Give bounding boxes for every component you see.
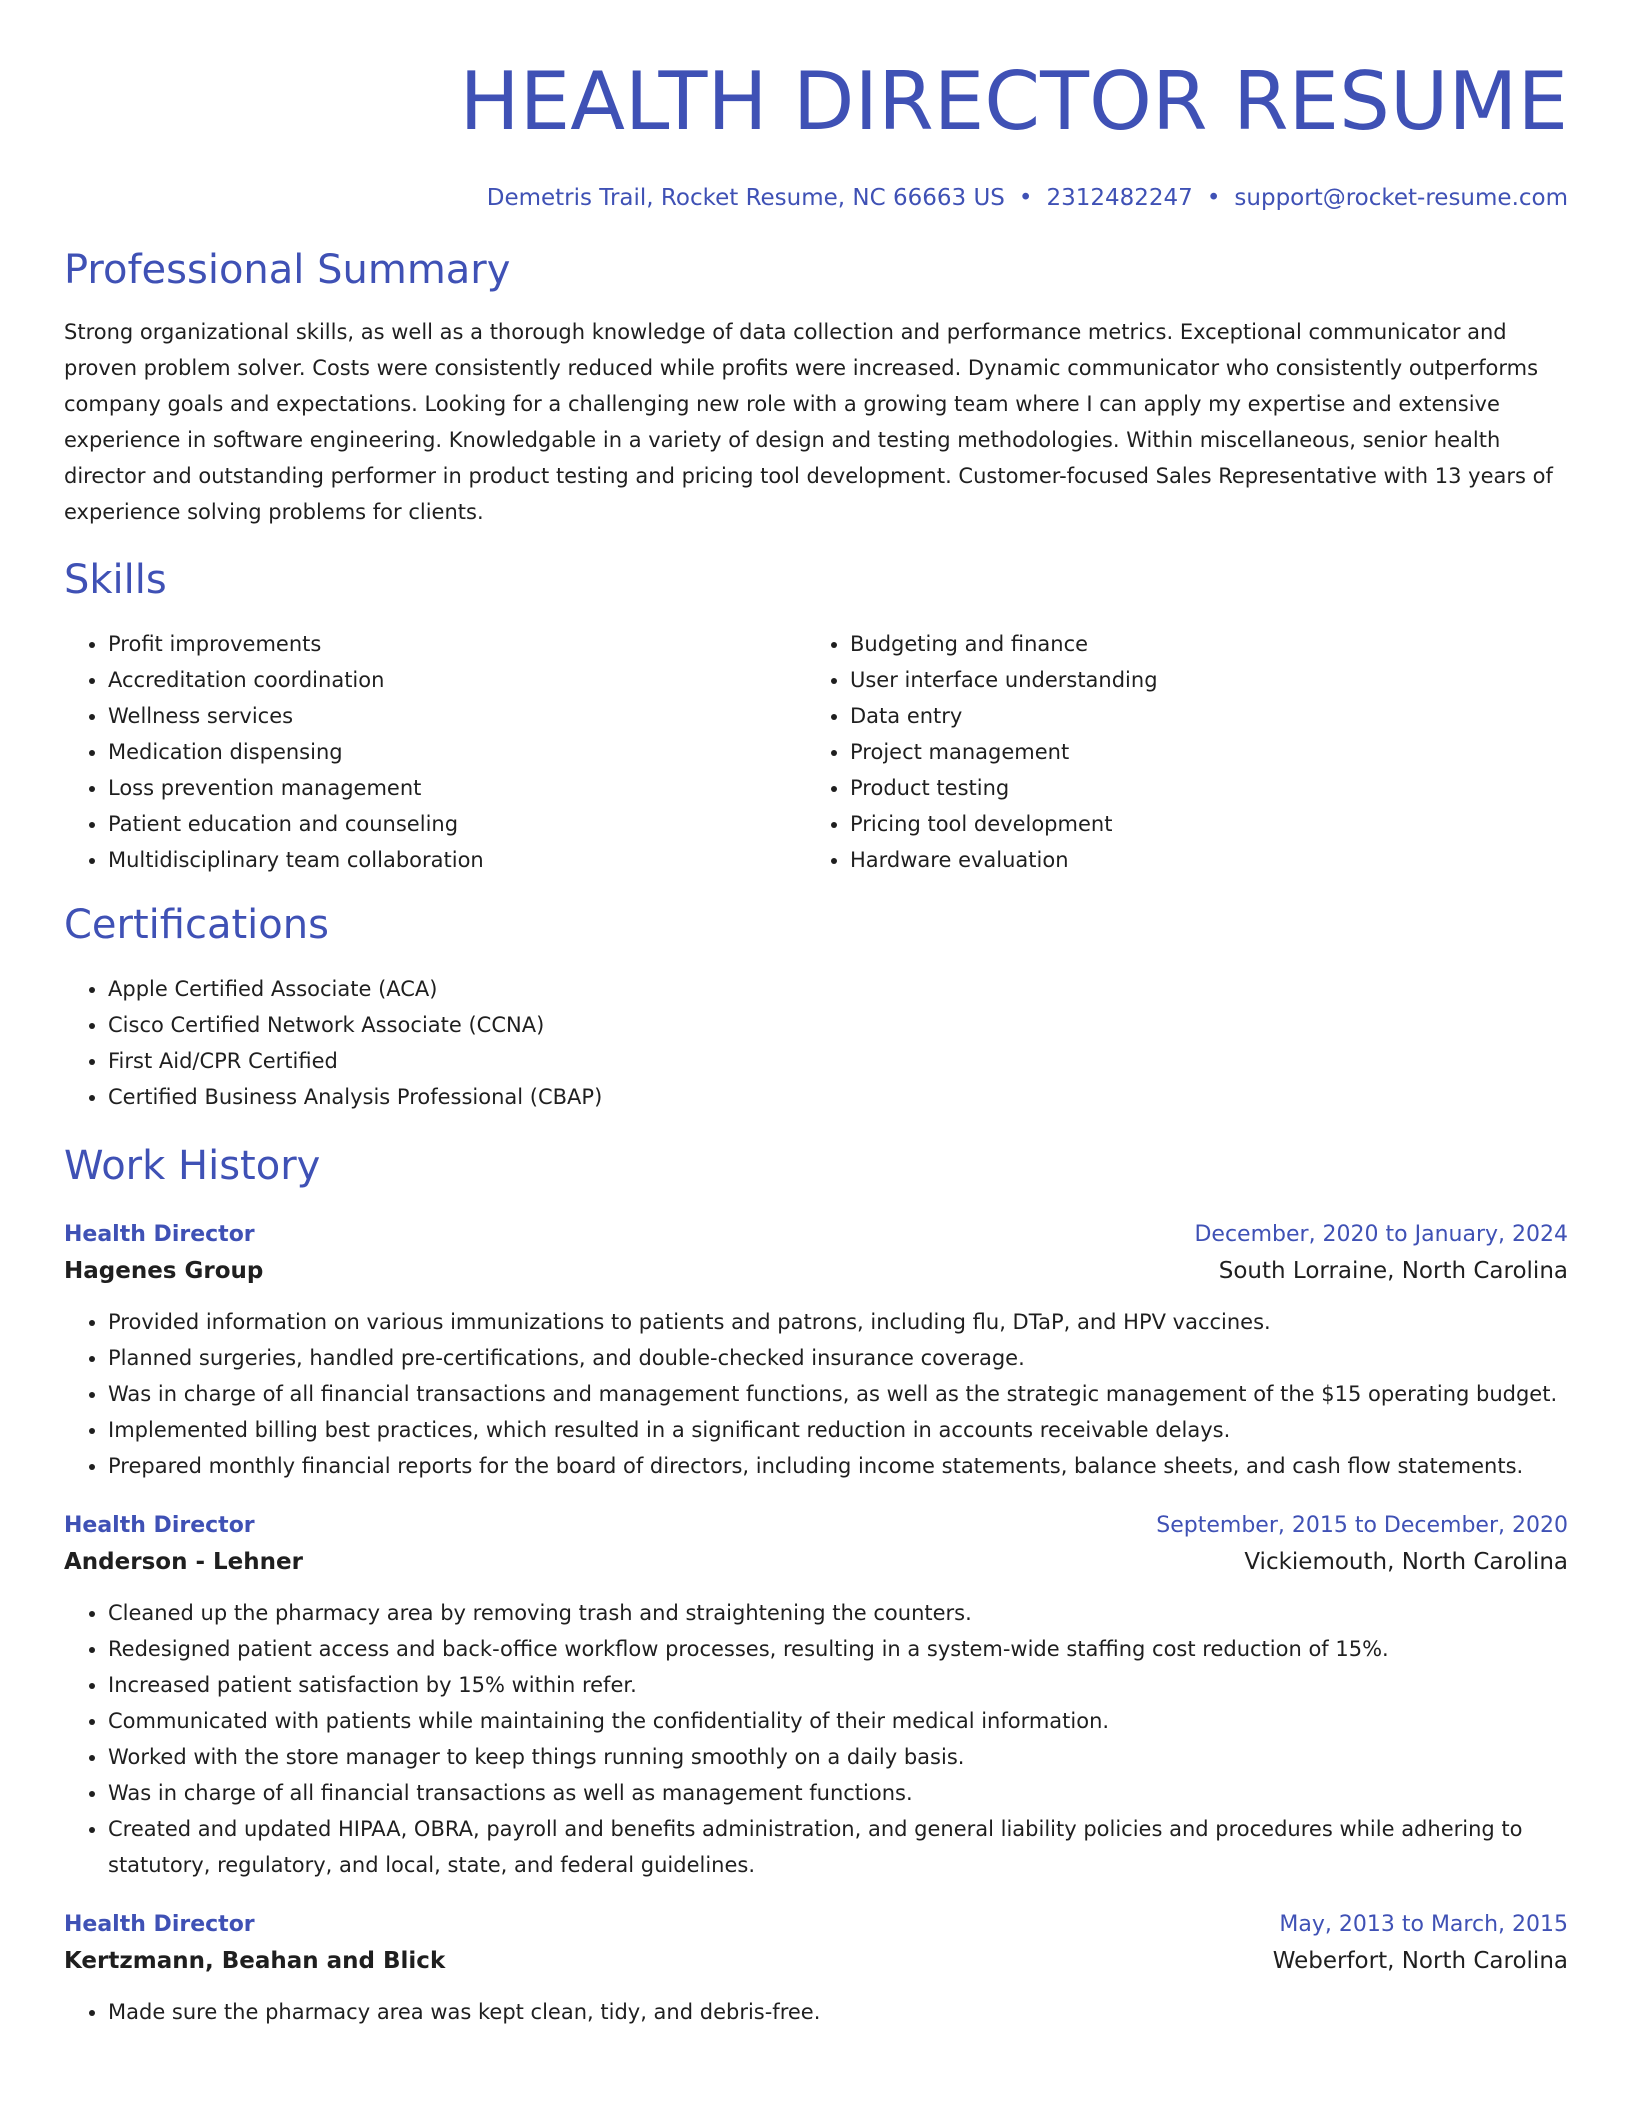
job-dates: September, 2015 to December, 2020 <box>1156 1513 1568 1538</box>
skills-list-right <box>806 626 1548 878</box>
resume-title: HEALTH DIRECTOR RESUME <box>459 55 1568 148</box>
job-bullets <box>64 1304 1568 1484</box>
section-title-certifications: Certifications <box>64 902 329 948</box>
contact-address: Demetris Trail, Rocket Resume, NC 66663 US <box>486 185 1005 211</box>
summary-paragraph: Strong organizational skills, as well as a thorough knowledge of data collection and performance metrics. Exceptional communicator and proven problem solver. Costs were consistently reduced while profits were increased. Dynamic communicator who consistently outperforms company goals and expectations. Looking for a challenging new role with a growing team where I can apply my expertise and extensive experience in software engineering. Knowledgable in a variety of design and testing methodologies. Within miscellaneous, senior health director and outstanding performer in product testing and pricing tool development. Customer-focused Sales Representative with 13 years of experience solving problems for clients. <box>64 320 1553 524</box>
job-bullet: • Made sure the pharmacy area was kept clean, tidy, and debris-free. <box>108 1994 1568 2030</box>
job-employer-row <box>64 1942 1568 1980</box>
skills-columns <box>64 626 1568 878</box>
skill-item: • Medication dispensing <box>108 734 806 770</box>
skill-item: • Project management <box>850 734 1548 770</box>
job-bullet: • Implemented billing best practices, which resulted in a significant reduction in accounts receivable delays. <box>108 1412 1568 1448</box>
contact-separator: • <box>1206 185 1221 211</box>
job-company: Hagenes Group <box>64 1258 264 1284</box>
job-bullets <box>64 1595 1568 1883</box>
job-entry <box>64 1218 1568 1484</box>
skills-list-left <box>64 626 806 878</box>
job-title: Health Director <box>64 1912 255 1937</box>
skill-item: • Data entry <box>850 698 1548 734</box>
job-title: Health Director <box>64 1222 255 1247</box>
job-dates: December, 2020 to January, 2024 <box>1194 1222 1568 1247</box>
skill-item: • User interface understanding <box>850 662 1548 698</box>
job-header-row <box>64 1908 1568 1942</box>
certification-item: • Cisco Certified Network Associate (CCNA) <box>108 1007 1568 1043</box>
job-bullet: • Communicated with patients while maintaining the confidentiality of their medical information. <box>108 1703 1568 1739</box>
job-bullet: • Created and updated HIPAA, OBRA, payroll and benefits administration, and general liability policies and procedures while adhering to statutory, regulatory, and local, state, and federal guidelines. <box>108 1811 1568 1883</box>
skills-column-left <box>64 626 806 878</box>
job-company: Anderson - Lehner <box>64 1549 303 1575</box>
job-bullet: • Worked with the store manager to keep things running smoothly on a daily basis. <box>108 1739 1568 1775</box>
job-bullets <box>64 1994 1568 2030</box>
skill-item: • Accreditation coordination <box>108 662 806 698</box>
contact-email[interactable]: support@rocket-resume.com <box>1234 185 1568 211</box>
job-employer-row <box>64 1543 1568 1581</box>
job-employer-row <box>64 1252 1568 1290</box>
job-location: Vickiemouth, North Carolina <box>1244 1549 1568 1575</box>
job-bullet: • Increased patient satisfaction by 15% within refer. <box>108 1667 1568 1703</box>
certification-item: • First Aid/CPR Certified <box>108 1043 1568 1079</box>
certification-item: • Apple Certified Associate (ACA) <box>108 971 1568 1007</box>
job-bullet: • Cleaned up the pharmacy area by removing trash and straightening the counters. <box>108 1595 1568 1631</box>
job-header-row <box>64 1218 1568 1252</box>
skill-item: • Wellness services <box>108 698 806 734</box>
job-bullet: • Was in charge of all financial transactions as well as management functions. <box>108 1775 1568 1811</box>
job-dates: May, 2013 to March, 2015 <box>1279 1912 1568 1937</box>
section-title-work-history: Work History <box>64 1143 321 1189</box>
job-entry <box>64 1908 1568 2030</box>
job-header-row <box>64 1509 1568 1543</box>
skill-item: • Multidisciplinary team collaboration <box>108 842 806 878</box>
skill-item: • Product testing <box>850 770 1548 806</box>
certification-item: • Certified Business Analysis Professional (CBAP) <box>108 1079 1568 1115</box>
job-location: South Lorraine, North Carolina <box>1218 1258 1568 1284</box>
job-bullet: • Was in charge of all financial transactions and management functions, as well as the strategic management of the $15 operating budget. <box>108 1376 1568 1412</box>
job-company: Kertzmann, Beahan and Blick <box>64 1948 446 1974</box>
skill-item: • Profit improvements <box>108 626 806 662</box>
contact-separator: • <box>1018 185 1033 211</box>
job-location: Weberfort, North Carolina <box>1272 1948 1568 1974</box>
job-title: Health Director <box>64 1513 255 1538</box>
certifications-list <box>64 971 1568 1115</box>
contact-phone: 2312482247 <box>1046 185 1193 211</box>
contact-line <box>64 182 1568 214</box>
skill-item: • Loss prevention management <box>108 770 806 806</box>
skill-item: • Pricing tool development <box>850 806 1548 842</box>
skill-item: • Budgeting and finance <box>850 626 1548 662</box>
skill-item: • Patient education and counseling <box>108 806 806 842</box>
section-title-skills: Skills <box>64 557 167 603</box>
job-bullet: • Provided information on various immunizations to patients and patrons, including flu, DTaP, and HPV vaccines. <box>108 1304 1568 1340</box>
job-bullet: • Redesigned patient access and back-office workflow processes, resulting in a system-wide staffing cost reduction of 15%. <box>108 1631 1568 1667</box>
section-title-summary: Professional Summary <box>64 247 511 293</box>
job-bullet: • Prepared monthly financial reports for the board of directors, including income statements, balance sheets, and cash flow statements. <box>108 1448 1568 1484</box>
job-entry <box>64 1509 1568 1883</box>
skills-column-right <box>806 626 1548 878</box>
skill-item: • Hardware evaluation <box>850 842 1548 878</box>
job-bullet: • Planned surgeries, handled pre-certifications, and double-checked insurance coverage. <box>108 1340 1568 1376</box>
